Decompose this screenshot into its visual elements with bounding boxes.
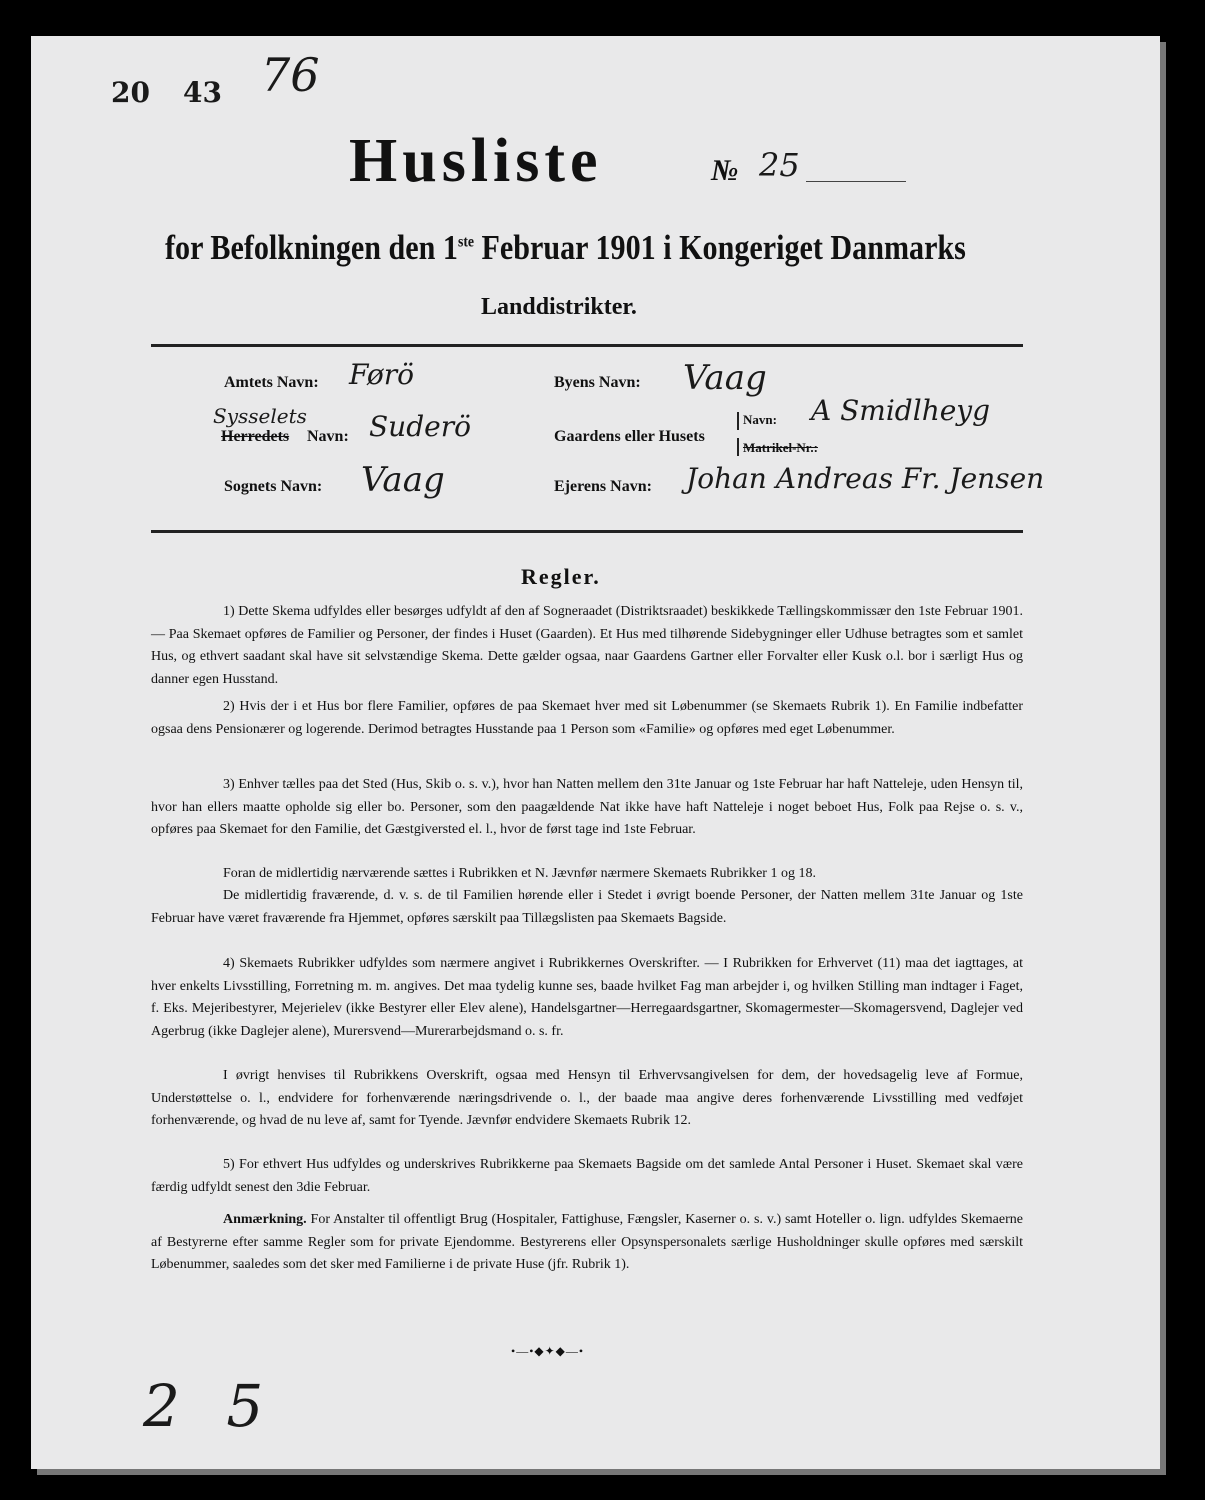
regel-3c [151, 885, 1023, 930]
header-rule-top [151, 344, 1023, 347]
header-rule-bottom [151, 530, 1023, 533]
form-subtitle [165, 228, 966, 268]
footer-handwritten-number: 2 5 [143, 1372, 278, 1440]
number-sign: № [711, 154, 739, 187]
regel-4-text: 4) Skemaets Rubrikker udfyldes som nærmere angivet i Rubrikkernes Overskrifter. — I Rubrikken for Erhvervet (11) maa det iagttages, at hver enkelts Livsstilling, Forretning m. m. angives. Det maa tydelig kunne ses, baade hvilket Fag man arbejder i, og hvilken Stilling man indtager i Faget, f. Eks. Mejeribestyrer, Mejerielev (ikke Bestyrer eller Elev alene), Handelsgartner—Herregaardsgartner, Skomagermester—Skomagersvend, Daglejer ved Agerbrug (ikke Daglejer alene), Murersvend—Murerarbejdsmand o. s. fr. [151, 956, 1023, 1039]
regel-3b [151, 863, 1023, 886]
amt-value: Førö [349, 358, 414, 391]
subtitle-superscript: ste [457, 233, 475, 251]
corner-mark-right: 76 [261, 48, 320, 102]
herred-label-struck: Herredets [221, 428, 290, 445]
bracket-bar-bottom [737, 438, 739, 456]
regel-4b [151, 1065, 1023, 1133]
form-subtitle-districts: Landdistrikter. [481, 294, 637, 320]
amt-label: Amtets Navn: [224, 374, 319, 391]
corner-mark-middle: 43 [183, 76, 222, 109]
number-underline [806, 181, 906, 182]
corner-mark-left: 20 [111, 76, 150, 109]
regel-3 [151, 774, 1023, 842]
sysselets-handwritten: Sysselets [213, 404, 307, 428]
regler-title: Regler. [521, 564, 601, 589]
regel-2 [151, 696, 1023, 741]
anmaerkning-label: Anmærkning. [223, 1212, 307, 1227]
subtitle-part2: Februar 1901 i Kongeriget Danmarks [474, 228, 966, 267]
ejer-value: Johan Andreas Fr. Jensen [686, 462, 1045, 495]
anmaerkning-text: For Anstalter til offentligt Brug (Hospitaler, Fattighuse, Fængsler, Kaserner o. s. v.) samt Hoteller o. lign. udfyldes Skemaerne af Bestyrerne efter samme Regler som for private Ejendomme. Bestyrerens eller Opsynspersonalets særlige Husholdninger skulle opføres med særskilt Løbenummer, saaledes som det sker med Familierne i de private Huse (jfr. Rubrik 1). [151, 1212, 1023, 1272]
matrikel-label-struck: Matrikel-Nr.: [743, 440, 818, 455]
ejer-label: Ejerens Navn: [554, 478, 652, 495]
form-title: Husliste [349, 127, 603, 195]
gaard-navn-label: Navn: [743, 412, 777, 427]
form-sheet [31, 36, 1160, 1469]
regel-5 [151, 1154, 1023, 1199]
gaard-label: Gaardens eller Husets [554, 428, 705, 445]
bracket-bar-top [737, 412, 739, 430]
herred-value: Suderö [369, 410, 471, 443]
by-value: Vaag [683, 358, 767, 398]
anmaerkning [151, 1209, 1023, 1277]
regel-5-text: 5) For ethvert Hus udfyldes og underskrives Rubrikkerne paa Skemaets Bagside om det samlede Antal Personer i Huset. Skemaet skal være færdig udfyldt senest den 3die Februar. [151, 1157, 1023, 1195]
regel-3c-text: De midlertidig fraværende, d. v. s. de til Familien hørende eller i Stedet i øvrigt boende Personer, der Natten mellem 31te Januar og 1ste Februar have været fraværende fra Hjemmet, opføres særskilt paa Tillægslisten paa Skemaets Bagside. [151, 888, 1023, 926]
regel-2-text: 2) Hvis der i et Hus bor flere Familier, opføres de paa Skemaet hver med sit Løbenummer (se Skemaets Rubrik 1). En Familie indbefatter ogsaa dens Pensionærer og logerende. Derimod betragtes Husstande paa 1 Person som «Familie» og opføres med eget Løbenummer. [151, 699, 1023, 737]
gaard-navn-value: A Smidlheyg [811, 394, 991, 427]
regel-4b-text: I øvrigt henvises til Rubrikkens Overskrift, ogsaa med Hensyn til Erhvervsangivelsen for dem, der hovedsagelig leve af Formue, Understøttelse o. l., endvidere for forhenværende næringsdrivende o. l., der baade maa angive deres forhenværende Livsstilling med vedføjet forhenværende, og hvad de nu leve af, samt for Tyende. Jævnfør endvidere Skemaets Rubrik 12. [151, 1068, 1023, 1128]
regel-1 [151, 601, 1023, 691]
regel-3b-text: Foran de midlertidig nærværende sættes i Rubrikken et N. Jævnfør nærmere Skemaets Rubrikker 1 og 18. [223, 866, 816, 881]
by-label: Byens Navn: [554, 374, 641, 391]
sogn-label: Sognets Navn: [224, 478, 323, 495]
form-number: 25 [759, 146, 800, 184]
ornament-divider: •—•◆✦◆—• [511, 1344, 585, 1358]
regel-1-text: 1) Dette Skema udfyldes eller besørges udfyldt af den af Sogneraadet (Distriktsraadet) beskikkede Tællingskommissær den 1ste Februar 1901. — Paa Skemaet opføres de Familier og Personer, der findes i Huset (Gaarden). Et Hus med tilhørende Sidebygninger eller Udhuse betragtes som et samlet Hus, og ethvert saadant skal have sit selvstændige Skema. Dette gælder ogsaa, naar Gaardens Gartner eller Forvalter eller Kusk o.l. bor i særligt Hus og danner egen Husstand. [151, 604, 1023, 687]
herred-label: Navn: [307, 428, 349, 445]
regel-3-text: 3) Enhver tælles paa det Sted (Hus, Skib o. s. v.), hvor han Natten mellem den 31te Januar og 1ste Februar har haft Natteleje, uden Hensyn til, hvor han ellers maatte opholde sig eller bo. Personer, som den paagældende Nat ikke have haft Natteleje i noget beboet Hus, Folk paa Rejse o. s. v., opføres paa Skemaet for den Familie, det Gæstgiversted el. l., hvor de først tage ind 1ste Februar. [151, 777, 1023, 837]
sogn-value: Vaag [361, 460, 445, 500]
subtitle-part1: for Befolkningen den 1 [165, 228, 458, 267]
regel-4 [151, 953, 1023, 1043]
